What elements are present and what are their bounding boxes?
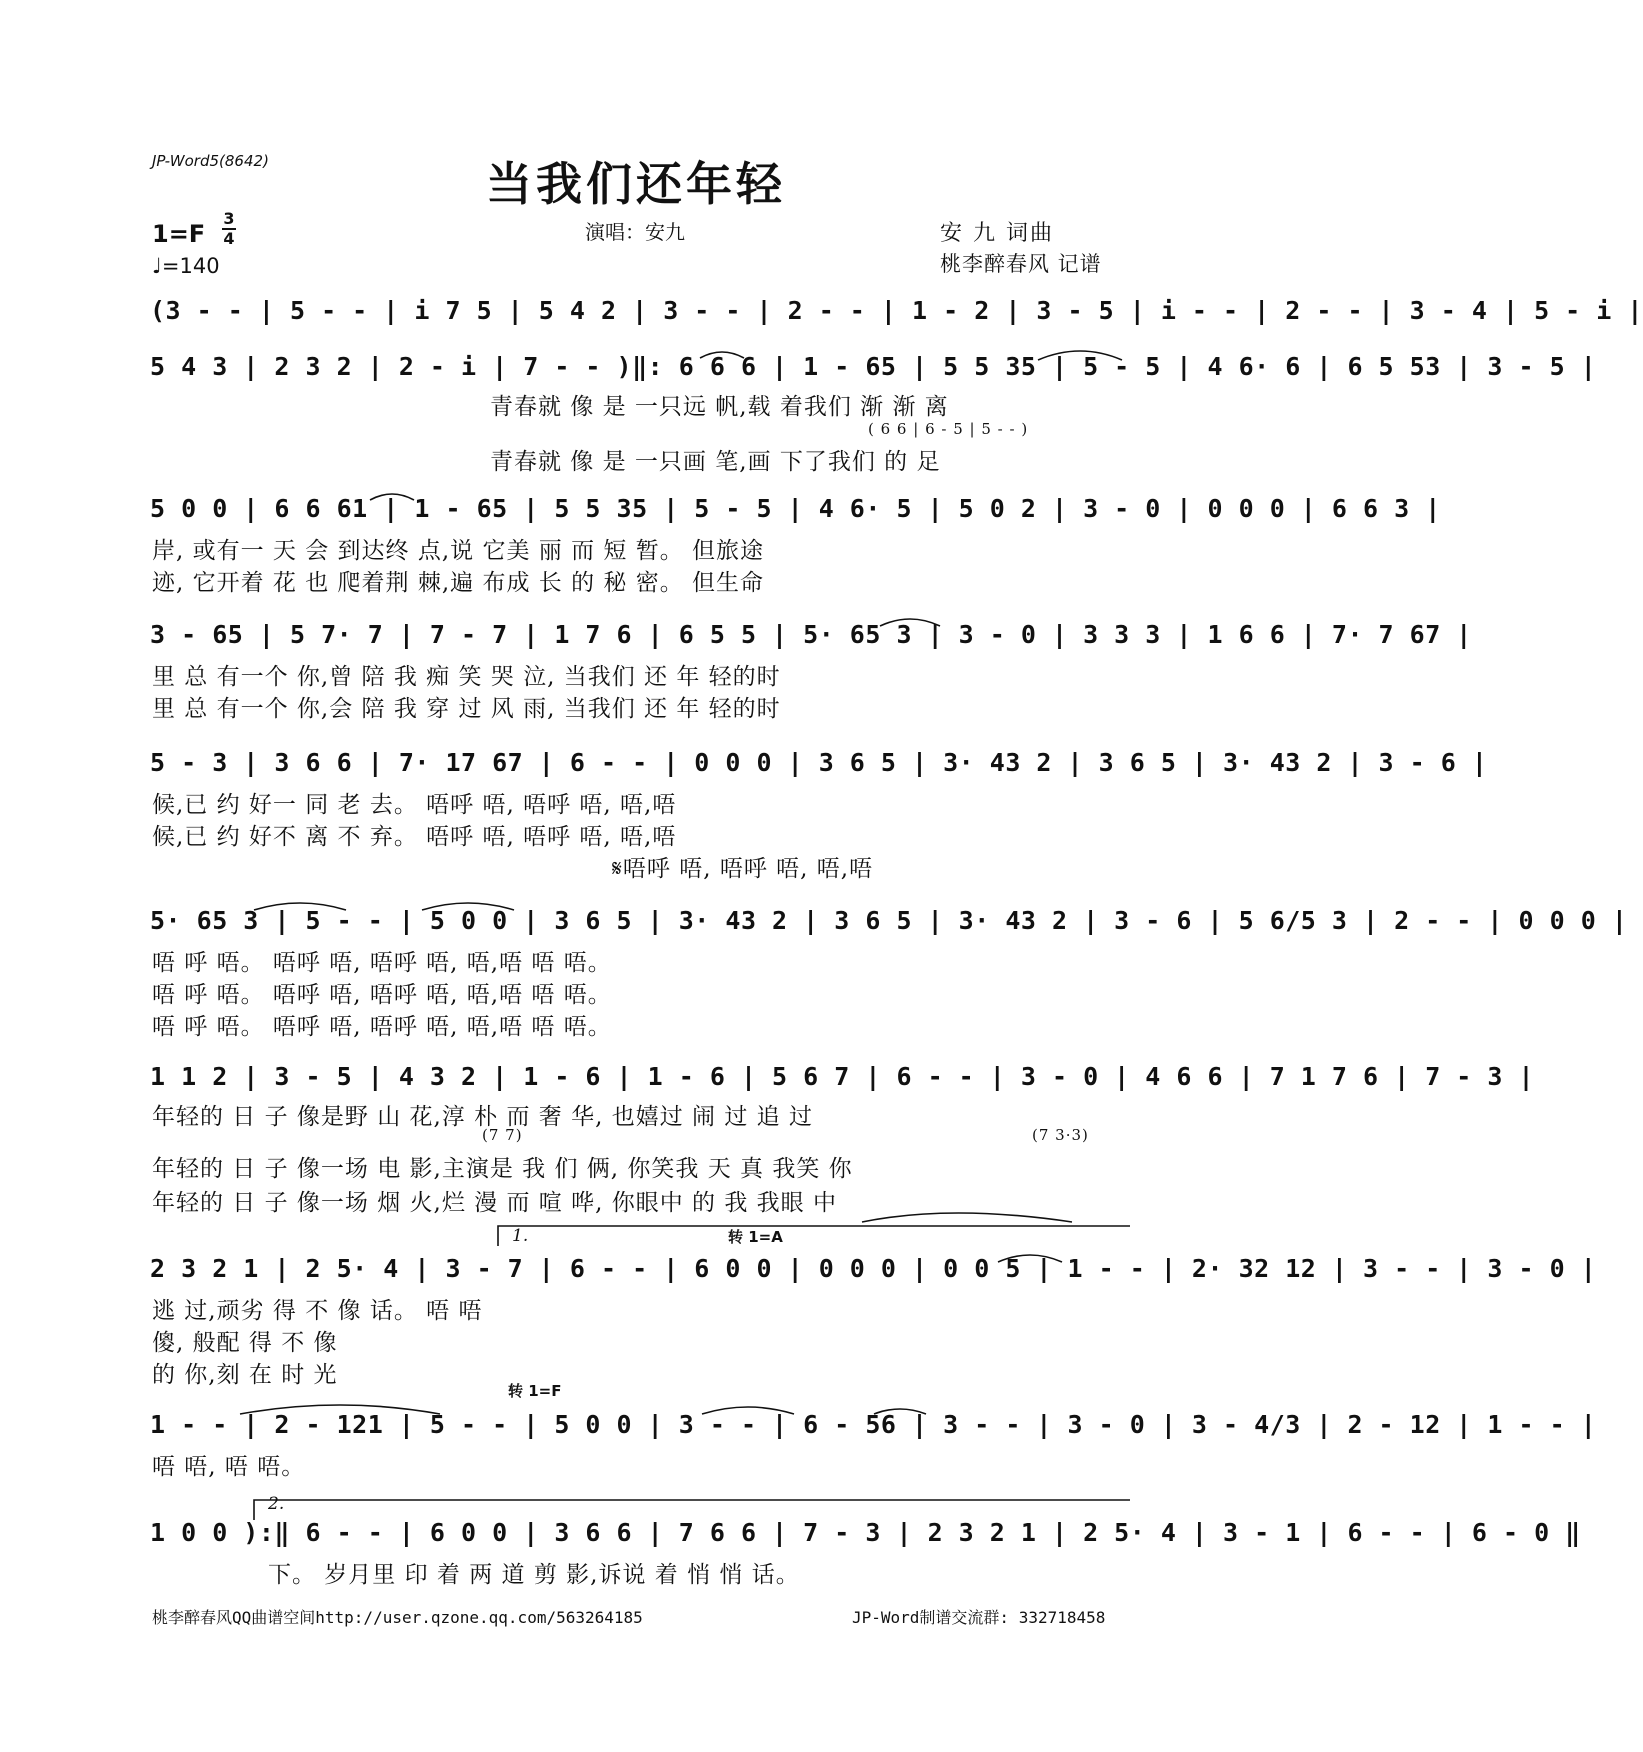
notation-line-9: 1 - - | 2 - 121 | 5 - - | 5 0 0 | 3 - - | 6 - 56 | 3 - - | 3 - 0 | 3 - 4/3 | 2 - 12 | 1 - - |	[150, 1410, 1597, 1439]
song-title: 当我们还年轻	[486, 157, 786, 211]
notation-line-3: 5 0 0 | 6 6 61 | 1 - 65 | 5 5 35 | 5 - 5 | 4 6· 5 | 5 0 2 | 3 - 0 | 0 0 0 | 6 6 3 |	[150, 494, 1441, 523]
singer-credit: 演唱：安九	[585, 220, 685, 244]
lyric-line-9-verse-1: 唔 唔, 唔 唔。	[152, 1454, 306, 1480]
lyric-line-7-verse-1: 年轻的 日 子 像是野 山 花,淳 朴 而 奢 华, 也嬉过 闹 过 追 过	[152, 1104, 813, 1130]
notation-line-1: (3 - - | 5 - - | i 7 5 | 5 4 2 | 3 - - | 2 - - | 1 - 2 | 3 - 5 | i - - | 2 - - | 3 - 4 | 5 - i |	[150, 296, 1643, 325]
slur-mark	[1038, 351, 1122, 360]
lyric-line-2-alt-notes: ( 6 6 | 6 - 5 | 5 - - )	[868, 420, 1029, 438]
lyric-line-8-verse-1: 逃 过,顽劣 得 不 像 话。 唔 唔	[152, 1298, 483, 1324]
volta-2: 2.	[268, 1494, 285, 1514]
lyric-line-7-verse-2: 年轻的 日 子 像一场 电 影,主演是 我 们 俩, 你笑我 天 真 我笑 你	[152, 1156, 853, 1182]
footer-source: 桃李醉春风QQ曲谱空间http://user.qzone.qq.com/563264185	[152, 1608, 643, 1627]
slur-mark	[254, 903, 346, 910]
footer-group: JP-Word制谱交流群: 332718458	[852, 1608, 1106, 1627]
volta-bracket-1	[498, 1226, 1130, 1246]
notation-line-4: 3 - 65 | 5 7· 7 | 7 - 7 | 1 7 6 | 6 5 5 | 5· 65 3 | 3 - 0 | 3 3 3 | 1 6 6 | 7· 7 67 |	[150, 620, 1472, 649]
notation-line-7: 1 1 2 | 3 - 5 | 4 3 2 | 1 - 6 | 1 - 6 | 5 6 7 | 6 - - | 3 - 0 | 4 6 6 | 7 1 7 6 | 7 - 3 |	[150, 1062, 1535, 1091]
slur-mark	[702, 1407, 794, 1414]
volta-bracket-2	[254, 1500, 1130, 1520]
lyric-line-3-verse-2: 迹, 它开着 花 也 爬着荆 棘,遍 布成 长 的 秘 密。 但生命	[152, 570, 765, 596]
slur-mark	[862, 1213, 1072, 1222]
lyric-line-6-verse-3: 唔 呼 唔。 唔呼 唔, 唔呼 唔, 唔,唔 唔 唔。	[152, 1014, 612, 1040]
slur-mark	[240, 1405, 440, 1414]
notation-line-2: 5 4 3 | 2 3 2 | 2 - i | 7 - - )‖: 6 6 6 | 1 - 65 | 5 5 35 | 5 - 5 | 4 6· 6 | 6 5 53 | 3 - 5 |	[150, 352, 1597, 381]
lyric-line-6-verse-1: 唔 呼 唔。 唔呼 唔, 唔呼 唔, 唔,唔 唔 唔。	[152, 950, 612, 976]
lyric-line-10-verse-1: 下。 岁月里 印 着 两 道 剪 影,诉说 着 悄 悄 话。	[268, 1562, 800, 1588]
tempo-mark: ♩=140	[152, 254, 220, 278]
volta-1: 1.	[512, 1226, 529, 1246]
slur-mark	[700, 352, 744, 358]
modulation-to-A: 转 1=A	[728, 1228, 783, 1246]
transcriber-credit: 桃李醉春风 记谱	[940, 252, 1102, 276]
lyric-line-3-verse-1: 岸, 或有一 天 会 到达终 点,说 它美 丽 而 短 暂。 但旅途	[152, 538, 765, 564]
lyric-line-5-verse-2: 候,已 约 好不 离 不 弃。 唔呼 唔, 唔呼 唔, 唔,唔	[152, 824, 677, 850]
slur-mark	[370, 494, 414, 500]
lyric-line-5-verse-3: 𝄋唔呼 唔, 唔呼 唔, 唔,唔	[612, 856, 874, 882]
slur-mark	[874, 1409, 926, 1414]
lyric-line-4-verse-1: 里 总 有一个 你,曾 陪 我 痴 笑 哭 泣, 当我们 还 年 轻的时	[152, 664, 781, 690]
slur-mark	[998, 1255, 1062, 1262]
modulation-to-F: 转 1=F	[508, 1382, 562, 1400]
lyric-line-2-verse-1: 青春就 像 是 一只远 帆,载 着我们 渐 渐 离	[490, 394, 949, 420]
slur-mark	[880, 619, 940, 626]
notation-line-5: 5 - 3 | 3 6 6 | 7· 17 67 | 6 - - | 0 0 0 | 3 6 5 | 3· 43 2 | 3 6 5 | 3· 43 2 | 3 - 6 |	[150, 748, 1488, 777]
lyric-line-4-verse-2: 里 总 有一个 你,会 陪 我 穿 过 风 雨, 当我们 还 年 轻的时	[152, 696, 781, 722]
lyric-line-2-verse-2: 青春就 像 是 一只画 笔,画 下了我们 的 足	[490, 449, 941, 475]
lyric-line-8-verse-3: 的 你,刻 在 时 光	[152, 1362, 338, 1388]
notation-line-8: 2 3 2 1 | 2 5· 4 | 3 - 7 | 6 - - | 6 0 0 | 0 0 0 | 0 0 5 | 1 - - | 2· 32 12 | 3 - - | 3 - 0 |	[150, 1254, 1597, 1283]
notation-line-6: 5· 65 3 | 5 - - | 5 0 0 | 3 6 5 | 3· 43 2 | 3 6 5 | 3· 43 2 | 3 - 6 | 5 6/5 3 | 2 - - | 0 0 0 |	[150, 906, 1628, 935]
lyric-line-8-verse-2: 傻, 般配 得 不 像	[152, 1330, 338, 1356]
notation-line-10: 1 0 0 ):‖ 6 - - | 6 0 0 | 3 6 6 | 7 6 6 | 7 - 3 | 2 3 2 1 | 2 5· 4 | 3 - 1 | 6 - - | 6 - 0 ‖	[150, 1518, 1581, 1547]
slur-mark	[422, 903, 514, 910]
lyric-line-7-verse-3: 年轻的 日 子 像一场 烟 火,烂 漫 而 喧 哗, 你眼中 的 我 我眼 中	[152, 1190, 837, 1216]
key-signature: 1=F	[152, 220, 206, 248]
version-label: JP-Word5(8642)	[152, 152, 269, 170]
time-sig-bottom: 4	[223, 229, 235, 248]
time-sig-top: 3	[223, 209, 235, 228]
lyricist-credit: 安 九 词曲	[940, 221, 1054, 246]
lyric-line-5-verse-1: 候,已 约 好一 同 老 去。 唔呼 唔, 唔呼 唔, 唔,唔	[152, 792, 677, 818]
lyric-line-7-alt-notes-b: (7 3·3)	[1032, 1126, 1089, 1144]
lyric-line-6-verse-2: 唔 呼 唔。 唔呼 唔, 唔呼 唔, 唔,唔 唔 唔。	[152, 982, 612, 1008]
lyric-line-7-alt-notes-a: (7 7)	[482, 1126, 523, 1144]
